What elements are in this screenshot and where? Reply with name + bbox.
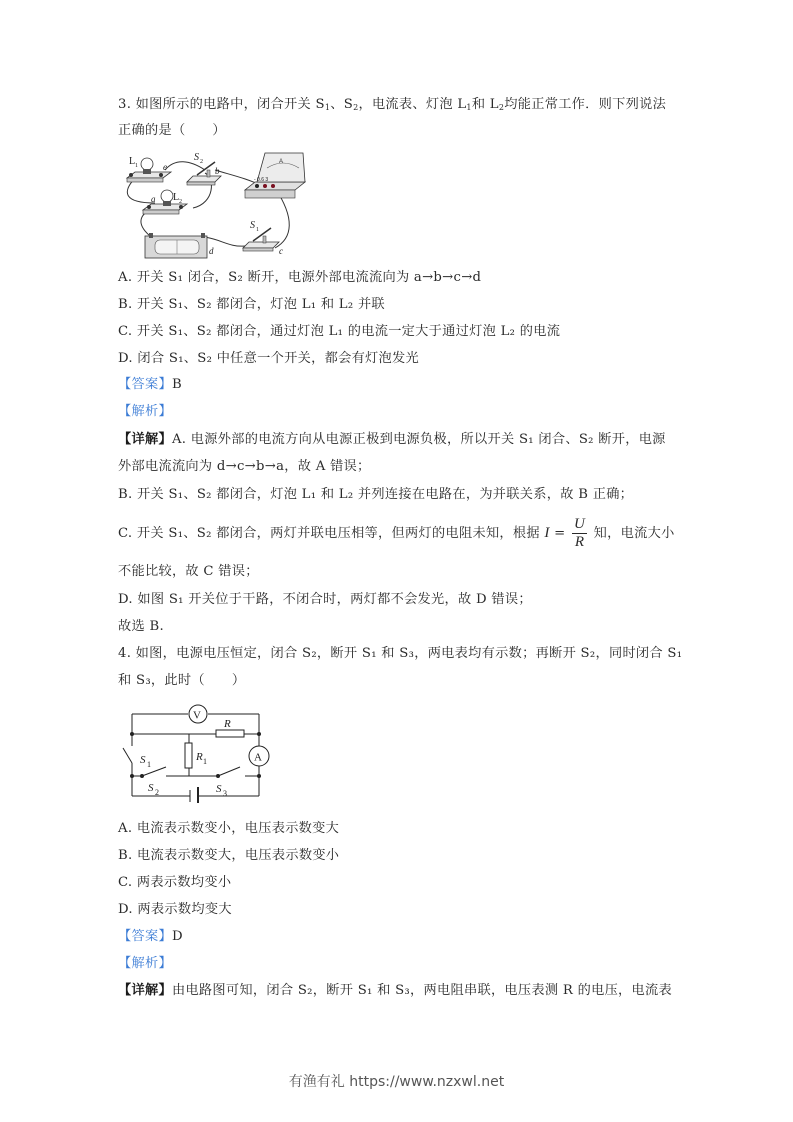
svg-text:b: b — [215, 166, 220, 176]
q3-detail-line2: 外部电流流向为 d→c→b→a，故 A 错误； — [118, 459, 371, 474]
option-letter: B. — [118, 297, 133, 312]
option-letter: B. — [118, 848, 133, 863]
ammeter-label: A — [254, 751, 262, 764]
svg-text:S: S — [250, 220, 255, 231]
svg-text:1: 1 — [256, 227, 259, 233]
analysis-tag: 【解析】 — [118, 956, 172, 971]
option-text: 开关 S₁、S₂ 都闭合，灯泡 L₁ 和 L₂ 并联 — [136, 297, 385, 312]
detail-text: C. 开关 S₁、S₂ 都闭合，两灯并联电压相等，但两灯的电阻未知，根据 — [118, 526, 540, 541]
option-text: 两表示数均变大 — [137, 902, 232, 917]
option-letter: A. — [118, 821, 133, 836]
q3-stem-text: 和 L — [471, 97, 499, 112]
ammeter — [245, 153, 305, 198]
q4-answer — [118, 928, 183, 946]
svg-text:2: 2 — [155, 788, 159, 797]
q4-option-b — [118, 847, 339, 865]
option-letter: C. — [118, 324, 133, 339]
detail-text: A. 电源外部的电流方向从电源正极到电源负极，所以开关 S₁ 闭合、S₂ 断开，电源 — [171, 432, 666, 447]
q3-stem-text: 3. 如图所示的电路中，闭合开关 S — [118, 97, 325, 112]
q3-analysis-heading — [118, 403, 172, 421]
q3-option-d — [118, 350, 419, 368]
q3-detail-line1 — [118, 431, 666, 449]
svg-text:S: S — [194, 152, 199, 163]
switch-s1-board — [243, 228, 279, 251]
analysis-tag: 【解析】 — [118, 404, 172, 419]
svg-text:S: S — [148, 782, 154, 794]
svg-text:S: S — [216, 783, 222, 795]
option-text: 开关 S₁ 闭合，S₂ 断开，电源外部电流流向为 a→b→c→d — [136, 270, 482, 285]
q4-stem-line1: 4. 如图，电源电压恒定，闭合 S₂，断开 S₁ 和 S₃，两电表均有示数；再断开 S₂，同时闭合 S₁ — [118, 646, 683, 661]
detail-text: 知，电流大小 — [593, 526, 675, 541]
answer-value: B — [171, 377, 182, 392]
answer-tag: 【答案】 — [118, 929, 172, 944]
q3-option-c — [118, 323, 560, 341]
formula-denominator: R — [574, 534, 585, 550]
formula-numerator: U — [574, 516, 586, 532]
q3-detail-c — [118, 516, 675, 551]
q3-stem-line2: 正确的是（ ） — [118, 123, 226, 138]
battery — [145, 233, 207, 258]
svg-text:a: a — [151, 194, 156, 204]
option-letter: C. — [118, 875, 133, 890]
q4-circuit-figure — [118, 703, 278, 803]
option-text: 闭合 S₁、S₂ 中任意一个开关，都会有灯泡发光 — [137, 351, 420, 366]
svg-text:S: S — [140, 754, 146, 766]
svg-text:- 0.6 3: - 0.6 3 — [254, 177, 269, 183]
q3-detail-line3: B. 开关 S₁、S₂ 都闭合，灯泡 L₁ 和 L₂ 并列连接在电路在，为并联关系，故 B 正确； — [118, 487, 634, 502]
option-text: 电流表示数变大，电压表示数变小 — [136, 848, 340, 863]
detail-tag: 【详解】 — [118, 432, 172, 447]
q3-conclusion: 故选 B. — [118, 619, 164, 634]
option-text: 开关 S₁、S₂ 都闭合，通过灯泡 L₁ 的电流一定大于通过灯泡 L₂ 的电流 — [136, 324, 561, 339]
option-letter: D. — [118, 902, 133, 917]
svg-text:d: d — [209, 246, 214, 256]
svg-text:c: c — [279, 246, 283, 256]
q3-stem-text: ，电流表、灯泡 L — [358, 97, 467, 112]
svg-text:A: A — [279, 159, 284, 165]
svg-text:1: 1 — [203, 757, 207, 766]
formula-fraction — [572, 516, 587, 551]
svg-text:L: L — [129, 156, 136, 167]
svg-text:1: 1 — [147, 760, 151, 769]
answer-tag: 【答案】 — [118, 377, 172, 392]
svg-text:R: R — [196, 751, 203, 763]
sub: 2 — [498, 103, 505, 112]
q3-detail-d: D. 如图 S₁ 开关位于干路，不闭合时，两灯都不会发光，故 D 错误； — [118, 592, 532, 607]
svg-text:L: L — [173, 192, 180, 203]
svg-text:R: R — [224, 718, 231, 730]
q4-analysis-heading — [118, 955, 172, 973]
q3-circuit-figure — [115, 148, 310, 266]
footer-watermark: 有渔有礼 https://www.nzxwl.net — [288, 1074, 505, 1090]
svg-text:3: 3 — [223, 789, 227, 798]
q4-stem-line2: 和 S₃，此时（ ） — [118, 673, 246, 688]
formula-lhs: I — [544, 525, 550, 541]
sub: 1 — [466, 103, 472, 112]
q4-option-c — [118, 874, 231, 892]
q3-option-a — [118, 269, 481, 287]
q3-option-b — [118, 296, 385, 314]
option-letter: A. — [118, 270, 133, 285]
svg-text:1: 1 — [135, 163, 138, 169]
q4-option-d — [118, 901, 232, 919]
q3-stem-text: 、S — [330, 97, 354, 112]
detail-tag: 【详解】 — [118, 983, 172, 998]
option-letter: D. — [118, 351, 133, 366]
svg-text:2: 2 — [179, 199, 182, 205]
q4-detail-line1 — [118, 982, 672, 1000]
svg-text:2: 2 — [200, 159, 203, 165]
q3-detail-c-line2: 不能比较，故 C 错误； — [118, 564, 259, 579]
sub: 1 — [324, 103, 331, 112]
option-text: 两表示数均变小 — [136, 875, 232, 890]
formula-eq: = — [549, 526, 571, 541]
q3-stem-line1 — [118, 96, 666, 114]
detail-text: 由电路图可知，闭合 S₂，断开 S₁ 和 S₃，两电阻串联，电压表测 R 的电压，电流表 — [171, 983, 673, 998]
voltmeter-label: V — [193, 709, 201, 722]
option-text: 电流表示数变小，电压表示数变大 — [136, 821, 340, 836]
q4-option-a — [118, 820, 339, 838]
svg-text:e: e — [163, 162, 167, 172]
q3-answer — [118, 376, 182, 394]
answer-value: D — [171, 929, 183, 944]
sub: 2 — [353, 103, 359, 112]
q3-stem-text: 均能正常工作．则下列说法 — [504, 97, 667, 112]
